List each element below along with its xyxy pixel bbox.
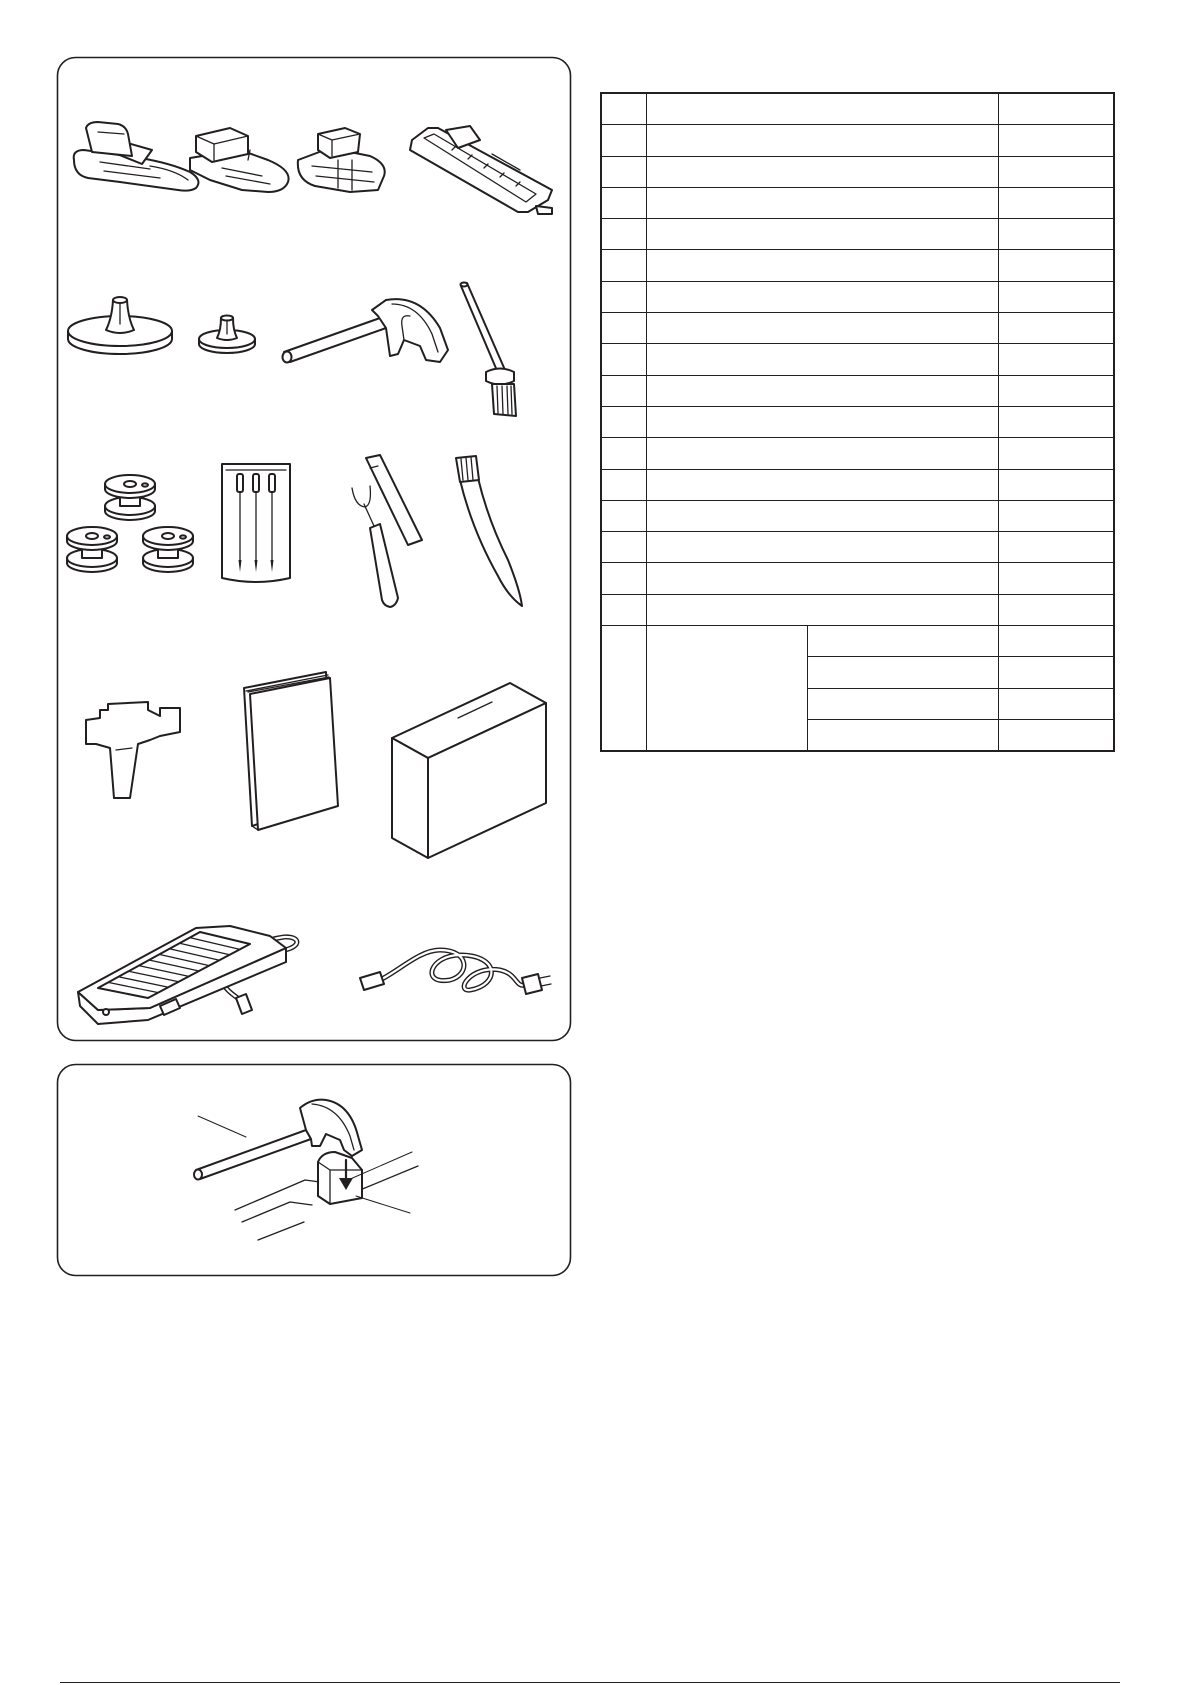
table-row bbox=[601, 594, 1114, 625]
table-cell-number bbox=[601, 438, 646, 469]
table-cell-name bbox=[646, 125, 998, 156]
table-cell-number bbox=[601, 187, 646, 218]
table-row bbox=[601, 125, 1114, 156]
table-row bbox=[601, 281, 1114, 312]
table-cell-name bbox=[646, 281, 998, 312]
table-row bbox=[601, 438, 1114, 469]
table-cell-quantity bbox=[998, 469, 1114, 500]
table-cell-subname bbox=[807, 688, 998, 719]
table-cell-quantity bbox=[998, 719, 1114, 751]
table-cell-number bbox=[601, 563, 646, 594]
table-cell-number bbox=[601, 156, 646, 187]
table-cell-quantity bbox=[998, 375, 1114, 406]
table-cell-name bbox=[646, 313, 998, 344]
table-cell-quantity bbox=[998, 344, 1114, 375]
table-body bbox=[601, 125, 1114, 751]
needle-pack-icon bbox=[222, 464, 290, 582]
table-cell-subname bbox=[807, 719, 998, 751]
table-row-group bbox=[601, 626, 1114, 657]
table-cell-quantity bbox=[998, 688, 1114, 719]
table-header-row bbox=[601, 93, 1114, 125]
table-cell-name bbox=[646, 469, 998, 500]
illustrations-layer bbox=[0, 0, 600, 1300]
table-cell-quantity bbox=[998, 281, 1114, 312]
table-cell-name bbox=[646, 438, 998, 469]
table-cell-name bbox=[646, 406, 998, 437]
table-row bbox=[601, 406, 1114, 437]
table-cell-name bbox=[646, 219, 998, 250]
table-cell-quantity bbox=[998, 594, 1114, 625]
table-cell-name bbox=[646, 156, 998, 187]
table-cell-quantity bbox=[998, 657, 1114, 688]
accessories-table bbox=[600, 92, 1115, 752]
table-cell-subname bbox=[807, 626, 998, 657]
table-cell-name bbox=[646, 250, 998, 281]
table-header-name bbox=[646, 93, 998, 125]
table-cell-number bbox=[601, 125, 646, 156]
table-cell-quantity bbox=[998, 250, 1114, 281]
table-header-number bbox=[601, 93, 646, 125]
table-cell-quantity bbox=[998, 219, 1114, 250]
table-cell-number bbox=[601, 344, 646, 375]
table-cell-name bbox=[646, 626, 807, 752]
table-cell-number bbox=[601, 313, 646, 344]
table-cell-name bbox=[646, 344, 998, 375]
table-cell-name bbox=[646, 375, 998, 406]
table-cell-number bbox=[601, 281, 646, 312]
table-row bbox=[601, 469, 1114, 500]
installation-panel bbox=[58, 1065, 571, 1276]
table-cell-quantity bbox=[998, 532, 1114, 563]
table-cell-subname bbox=[807, 657, 998, 688]
table-row bbox=[601, 344, 1114, 375]
table-cell-number bbox=[601, 375, 646, 406]
footer-rule bbox=[60, 1682, 1120, 1683]
table-cell-number bbox=[601, 250, 646, 281]
table-cell-number bbox=[601, 219, 646, 250]
table-cell-name bbox=[646, 594, 998, 625]
table-cell-quantity bbox=[998, 125, 1114, 156]
table-cell-name bbox=[646, 187, 998, 218]
table-cell-quantity bbox=[998, 563, 1114, 594]
table-cell-quantity bbox=[998, 406, 1114, 437]
table-cell-number bbox=[601, 594, 646, 625]
table-cell-quantity bbox=[998, 187, 1114, 218]
table-cell-quantity bbox=[998, 626, 1114, 657]
table-row bbox=[601, 187, 1114, 218]
table-cell-number bbox=[601, 532, 646, 563]
table-cell-number bbox=[601, 406, 646, 437]
table-row bbox=[601, 250, 1114, 281]
table-row bbox=[601, 563, 1114, 594]
table-cell-quantity bbox=[998, 313, 1114, 344]
table-cell-quantity bbox=[998, 500, 1114, 531]
table-row bbox=[601, 532, 1114, 563]
table-cell-name bbox=[646, 500, 998, 531]
table-cell-quantity bbox=[998, 438, 1114, 469]
table-row bbox=[601, 500, 1114, 531]
table-cell-number bbox=[601, 500, 646, 531]
table-row bbox=[601, 313, 1114, 344]
instruction-book-icon bbox=[244, 672, 338, 830]
table-cell-name bbox=[646, 532, 998, 563]
table-cell-number bbox=[601, 469, 646, 500]
table-row bbox=[601, 156, 1114, 187]
table-cell-name bbox=[646, 563, 998, 594]
table-cell-quantity bbox=[998, 156, 1114, 187]
table-header-quantity bbox=[998, 93, 1114, 125]
table-row bbox=[601, 219, 1114, 250]
table-header bbox=[601, 93, 1114, 125]
table-row bbox=[601, 375, 1114, 406]
table-cell-number bbox=[601, 626, 646, 752]
